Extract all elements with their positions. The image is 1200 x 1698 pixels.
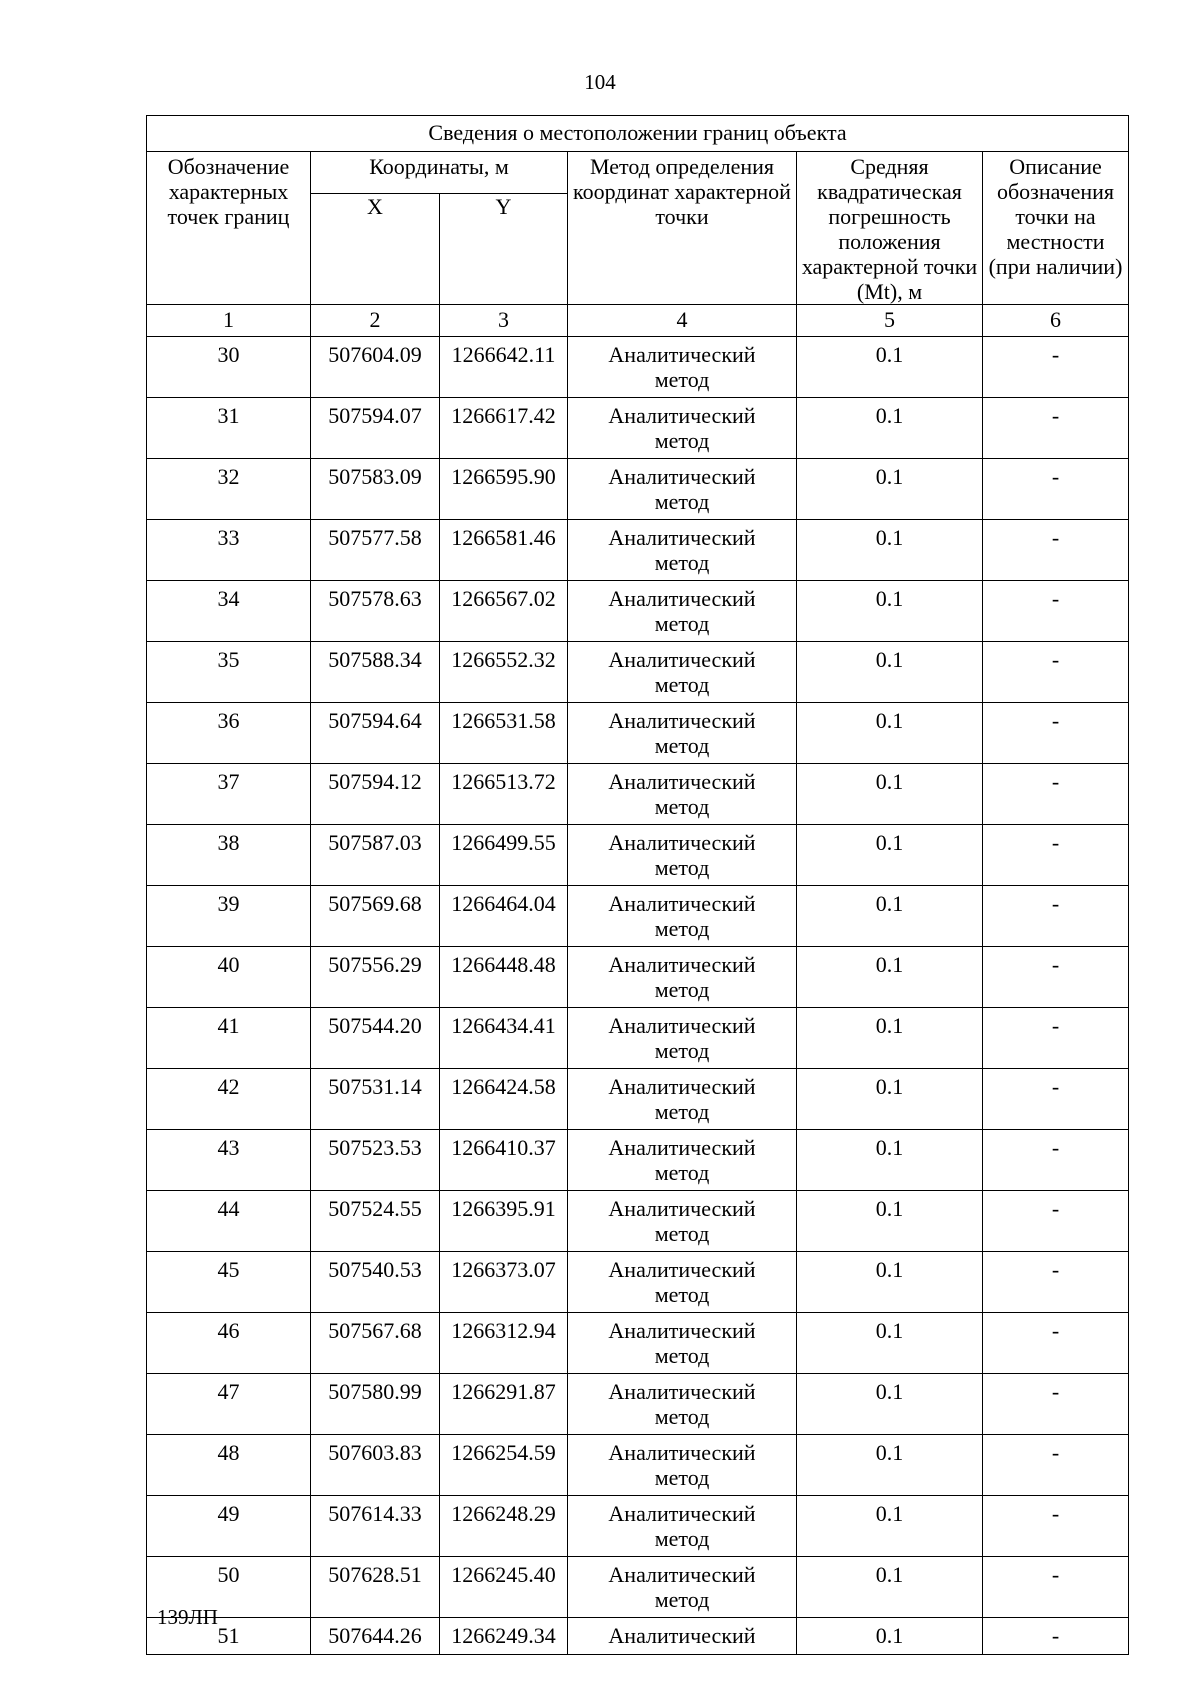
cell-y: 1266424.58 [440, 1069, 568, 1130]
cell-mt: 0.1 [797, 1130, 983, 1191]
cell-point: 40 [147, 947, 311, 1008]
cell-mt: 0.1 [797, 1191, 983, 1252]
cell-x: 507604.09 [311, 337, 440, 398]
cell-description: - [983, 581, 1129, 642]
cell-mt: 0.1 [797, 825, 983, 886]
method-line: метод [654, 1282, 710, 1307]
column-number: 3 [440, 305, 568, 337]
cell-mt: 0.1 [797, 337, 983, 398]
cell-y: 1266448.48 [440, 947, 568, 1008]
cell-description: - [983, 947, 1129, 1008]
table-row [147, 1008, 1129, 1069]
cell-description: - [983, 1435, 1129, 1496]
method-line: метод [654, 1038, 710, 1063]
method-line: метод [654, 1465, 710, 1490]
cell-x: 507580.99 [311, 1374, 440, 1435]
cell-method [568, 1191, 797, 1252]
cell-description: - [983, 825, 1129, 886]
cell-point: 49 [147, 1496, 311, 1557]
table-row [147, 947, 1129, 1008]
method-line: метод [654, 1221, 710, 1246]
cell-x: 507614.33 [311, 1496, 440, 1557]
cell-mt: 0.1 [797, 1496, 983, 1557]
cell-point: 50 [147, 1557, 311, 1618]
method-line: метод [654, 428, 710, 453]
cell-mt: 0.1 [797, 1252, 983, 1313]
header-x: X [311, 194, 440, 305]
cell-point: 36 [147, 703, 311, 764]
method-line: Аналитический [608, 708, 756, 733]
table-row [147, 398, 1129, 459]
cell-point: 37 [147, 764, 311, 825]
header-description: Описание обозначения точки на местности (при наличии) [983, 152, 1129, 305]
cell-point: 38 [147, 825, 311, 886]
table-row [147, 825, 1129, 886]
cell-x: 507628.51 [311, 1557, 440, 1618]
header-point: Обозначение характерных точек границ [147, 152, 311, 305]
cell-description: - [983, 703, 1129, 764]
cell-method [568, 1008, 797, 1069]
cell-method [568, 1069, 797, 1130]
cell-mt: 0.1 [797, 520, 983, 581]
cell-description: - [983, 886, 1129, 947]
header-error: Средняя квадратическая погрешность положения характерной точки (Mt), м [797, 152, 983, 305]
cell-method [568, 1618, 797, 1655]
cell-point: 46 [147, 1313, 311, 1374]
method-line: Аналитический [608, 525, 756, 550]
table-body [147, 337, 1129, 1655]
cell-x: 507594.07 [311, 398, 440, 459]
table-row [147, 1374, 1129, 1435]
cell-description: - [983, 1008, 1129, 1069]
cell-x: 507603.83 [311, 1435, 440, 1496]
method-line: Аналитический [608, 1257, 756, 1282]
cell-mt: 0.1 [797, 1313, 983, 1374]
method-line: Аналитический [608, 1196, 756, 1221]
column-number: 6 [983, 305, 1129, 337]
table-row [147, 1191, 1129, 1252]
cell-mt: 0.1 [797, 886, 983, 947]
method-line: метод [654, 855, 710, 880]
cell-method [568, 581, 797, 642]
table-row [147, 1130, 1129, 1191]
table-row [147, 459, 1129, 520]
cell-mt: 0.1 [797, 1008, 983, 1069]
cell-point: 33 [147, 520, 311, 581]
table-row [147, 703, 1129, 764]
table-caption: Сведения о местоположении границ объекта [147, 116, 1129, 152]
method-line: метод [654, 1099, 710, 1124]
cell-x: 507569.68 [311, 886, 440, 947]
cell-y: 1266395.91 [440, 1191, 568, 1252]
cell-y: 1266245.40 [440, 1557, 568, 1618]
cell-point: 47 [147, 1374, 311, 1435]
cell-point: 43 [147, 1130, 311, 1191]
method-line: Аналитический [608, 830, 756, 855]
boundary-coordinates-table [146, 115, 1129, 1655]
method-line: Аналитический [608, 403, 756, 428]
cell-x: 507531.14 [311, 1069, 440, 1130]
method-line: метод [654, 916, 710, 941]
method-line: Аналитический [608, 1501, 756, 1526]
header-y: Y [440, 194, 568, 305]
cell-method [568, 703, 797, 764]
cell-description: - [983, 1313, 1129, 1374]
cell-x: 507578.63 [311, 581, 440, 642]
cell-description: - [983, 520, 1129, 581]
cell-method [568, 1313, 797, 1374]
cell-y: 1266595.90 [440, 459, 568, 520]
cell-method [568, 337, 797, 398]
cell-point: 42 [147, 1069, 311, 1130]
cell-description: - [983, 1252, 1129, 1313]
cell-description: - [983, 764, 1129, 825]
cell-point: 34 [147, 581, 311, 642]
table-row [147, 1557, 1129, 1618]
cell-point: 32 [147, 459, 311, 520]
cell-description: - [983, 642, 1129, 703]
cell-point: 39 [147, 886, 311, 947]
cell-point: 31 [147, 398, 311, 459]
method-line: Аналитический [608, 952, 756, 977]
cell-method [568, 764, 797, 825]
table-row [147, 581, 1129, 642]
cell-method [568, 459, 797, 520]
cell-x: 507644.26 [311, 1618, 440, 1655]
method-line: Аналитический [608, 1440, 756, 1465]
cell-method [568, 398, 797, 459]
cell-method [568, 1435, 797, 1496]
table-row [147, 642, 1129, 703]
method-line: метод [654, 1404, 710, 1429]
table-row [147, 520, 1129, 581]
method-line: Аналитический [608, 1135, 756, 1160]
cell-mt: 0.1 [797, 1618, 983, 1655]
cell-method [568, 1374, 797, 1435]
cell-y: 1266642.11 [440, 337, 568, 398]
method-line: Аналитический [608, 1013, 756, 1038]
method-line: Аналитический [608, 647, 756, 672]
method-line: Аналитический [608, 1623, 756, 1648]
table-row [147, 1435, 1129, 1496]
method-line: метод [654, 367, 710, 392]
column-number: 2 [311, 305, 440, 337]
cell-point: 48 [147, 1435, 311, 1496]
column-number: 4 [568, 305, 797, 337]
method-line: Аналитический [608, 891, 756, 916]
table-row [147, 337, 1129, 398]
table-row [147, 1496, 1129, 1557]
cell-x: 507523.53 [311, 1130, 440, 1191]
cell-point: 35 [147, 642, 311, 703]
method-line: метод [654, 489, 710, 514]
cell-mt: 0.1 [797, 1374, 983, 1435]
cell-mt: 0.1 [797, 642, 983, 703]
header-coordinates: Координаты, м [311, 152, 568, 194]
cell-point: 51 [147, 1618, 311, 1655]
method-line: Аналитический [608, 1074, 756, 1099]
cell-description: - [983, 1374, 1129, 1435]
page-number: 104 [584, 70, 616, 94]
method-line: метод [654, 1343, 710, 1368]
cell-y: 1266434.41 [440, 1008, 568, 1069]
table-row [147, 886, 1129, 947]
method-line: метод [654, 794, 710, 819]
table-row [147, 1618, 1129, 1655]
cell-y: 1266581.46 [440, 520, 568, 581]
cell-y: 1266513.72 [440, 764, 568, 825]
method-line: метод [654, 550, 710, 575]
cell-method [568, 1130, 797, 1191]
cell-y: 1266464.04 [440, 886, 568, 947]
table-row [147, 1313, 1129, 1374]
cell-x: 507544.20 [311, 1008, 440, 1069]
cell-x: 507587.03 [311, 825, 440, 886]
cell-method [568, 825, 797, 886]
cell-mt: 0.1 [797, 1435, 983, 1496]
cell-point: 30 [147, 337, 311, 398]
cell-description: - [983, 1496, 1129, 1557]
cell-description: - [983, 1557, 1129, 1618]
table-row [147, 1069, 1129, 1130]
cell-mt: 0.1 [797, 581, 983, 642]
cell-x: 507583.09 [311, 459, 440, 520]
method-line: Аналитический [608, 1379, 756, 1404]
method-line: метод [654, 611, 710, 636]
cell-point: 44 [147, 1191, 311, 1252]
cell-y: 1266291.87 [440, 1374, 568, 1435]
method-line: Аналитический [608, 342, 756, 367]
cell-x: 507556.29 [311, 947, 440, 1008]
cell-y: 1266254.59 [440, 1435, 568, 1496]
cell-x: 507540.53 [311, 1252, 440, 1313]
cell-y: 1266617.42 [440, 398, 568, 459]
cell-y: 1266312.94 [440, 1313, 568, 1374]
cell-description: - [983, 1069, 1129, 1130]
cell-mt: 0.1 [797, 1069, 983, 1130]
document-code: 139ЛП [157, 1605, 218, 1629]
cell-x: 507577.58 [311, 520, 440, 581]
method-line: метод [654, 1526, 710, 1551]
cell-point: 41 [147, 1008, 311, 1069]
cell-x: 507588.34 [311, 642, 440, 703]
cell-y: 1266531.58 [440, 703, 568, 764]
column-number: 5 [797, 305, 983, 337]
cell-description: - [983, 398, 1129, 459]
method-line: Аналитический [608, 586, 756, 611]
method-line: метод [654, 977, 710, 1002]
cell-description: - [983, 459, 1129, 520]
cell-description: - [983, 337, 1129, 398]
cell-x: 507524.55 [311, 1191, 440, 1252]
cell-mt: 0.1 [797, 703, 983, 764]
cell-method [568, 1557, 797, 1618]
cell-y: 1266499.55 [440, 825, 568, 886]
cell-method [568, 886, 797, 947]
cell-method [568, 947, 797, 1008]
table-row [147, 1252, 1129, 1313]
cell-y: 1266410.37 [440, 1130, 568, 1191]
method-line: Аналитический [608, 1562, 756, 1587]
method-line: метод [654, 1587, 710, 1612]
cell-y: 1266567.02 [440, 581, 568, 642]
cell-y: 1266249.34 [440, 1618, 568, 1655]
cell-description: - [983, 1130, 1129, 1191]
cell-description: - [983, 1618, 1129, 1655]
cell-method [568, 1496, 797, 1557]
cell-method [568, 1252, 797, 1313]
cell-mt: 0.1 [797, 459, 983, 520]
cell-description: - [983, 1191, 1129, 1252]
method-line: Аналитический [608, 769, 756, 794]
cell-y: 1266373.07 [440, 1252, 568, 1313]
cell-mt: 0.1 [797, 764, 983, 825]
cell-method [568, 520, 797, 581]
cell-y: 1266248.29 [440, 1496, 568, 1557]
cell-mt: 0.1 [797, 947, 983, 1008]
method-line: Аналитический [608, 1318, 756, 1343]
column-number: 1 [147, 305, 311, 337]
cell-mt: 0.1 [797, 1557, 983, 1618]
cell-mt: 0.1 [797, 398, 983, 459]
cell-x: 507594.64 [311, 703, 440, 764]
method-line: метод [654, 733, 710, 758]
cell-x: 507567.68 [311, 1313, 440, 1374]
method-line: метод [654, 672, 710, 697]
cell-method [568, 642, 797, 703]
method-line: метод [654, 1160, 710, 1185]
method-line: Аналитический [608, 464, 756, 489]
header-method: Метод определения координат характерной точки [568, 152, 797, 305]
cell-point: 45 [147, 1252, 311, 1313]
cell-x: 507594.12 [311, 764, 440, 825]
cell-y: 1266552.32 [440, 642, 568, 703]
table-row [147, 764, 1129, 825]
